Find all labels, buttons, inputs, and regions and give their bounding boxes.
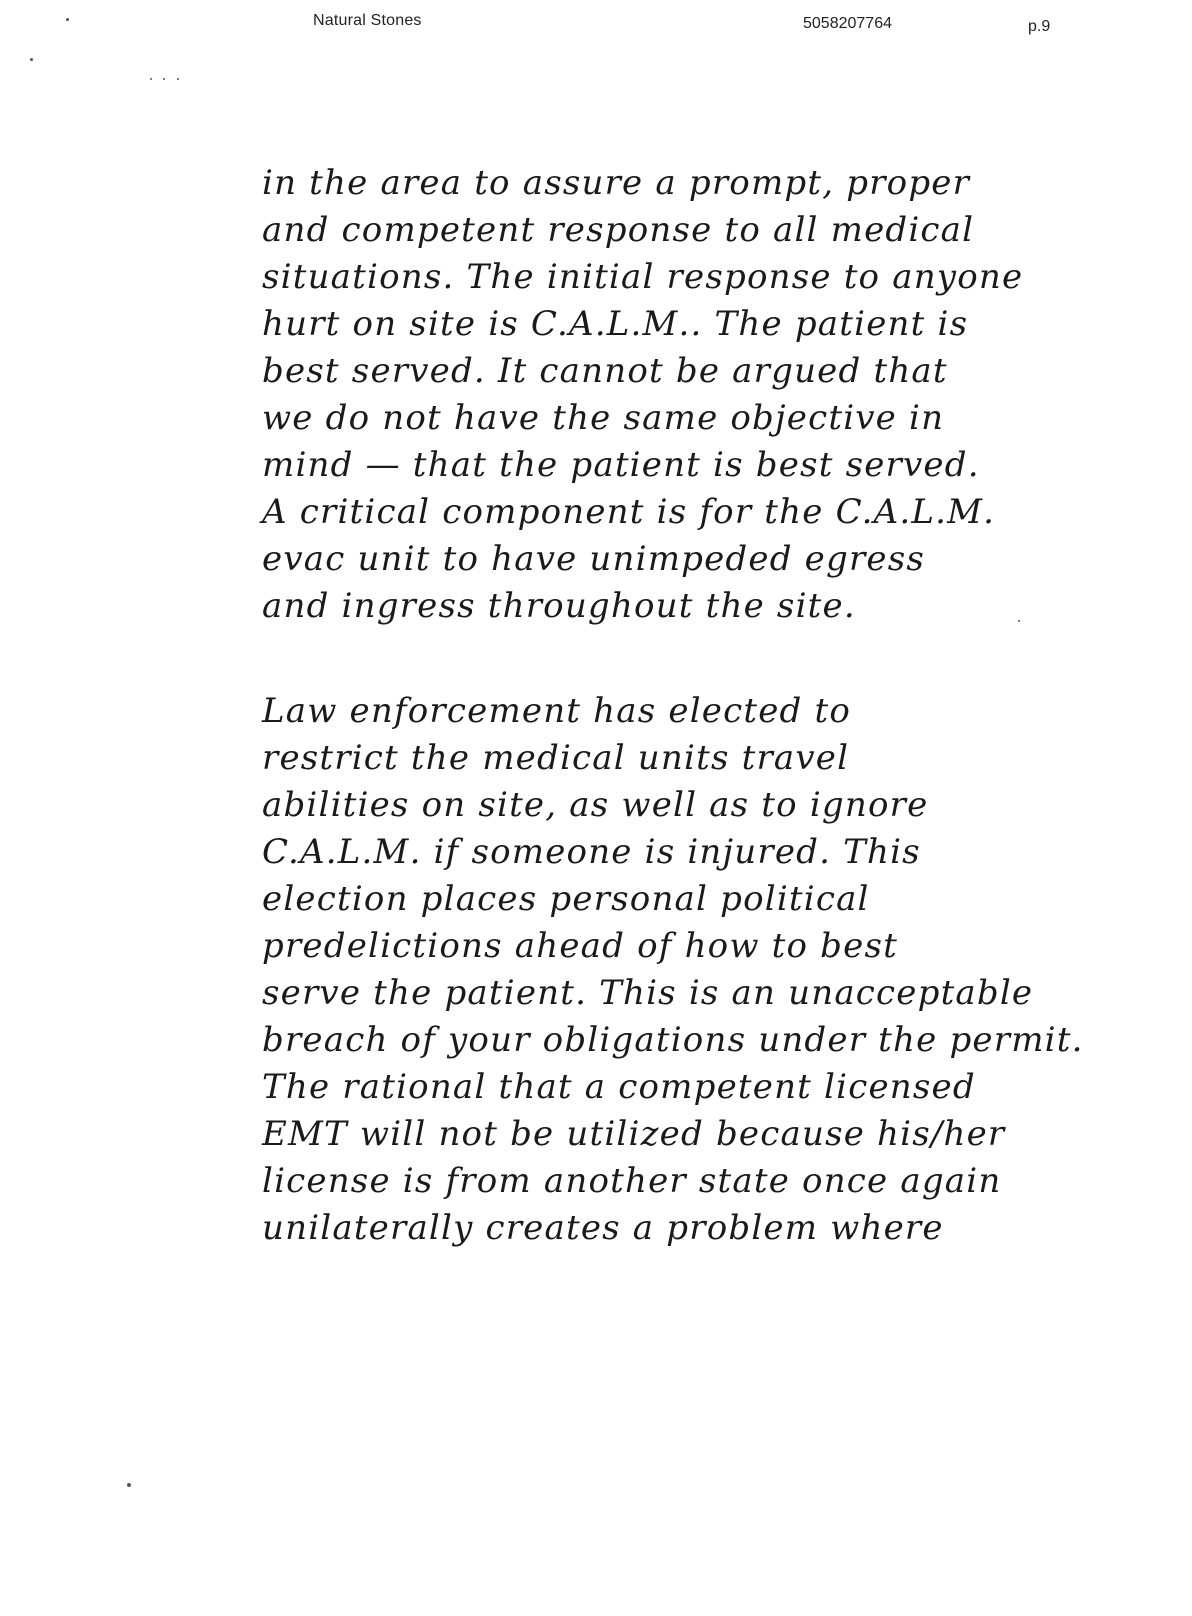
handwritten-line: situations. The initial response to anyone: [262, 257, 1024, 297]
scan-speck: [177, 78, 179, 80]
handwritten-line: breach of your obligations under the permit.: [262, 1020, 1084, 1060]
scan-speck: [150, 78, 152, 80]
scan-speck: [127, 1483, 131, 1487]
handwritten-line: Law enforcement has elected to: [262, 691, 852, 731]
handwritten-line: A critical component is for the C.A.L.M.: [262, 492, 996, 532]
scan-speck: [66, 18, 69, 21]
handwritten-line: The rational that a competent licensed: [262, 1067, 976, 1107]
handwritten-line: in the area to assure a prompt, proper: [262, 163, 971, 203]
paragraph-2: [262, 688, 1142, 1252]
handwritten-line: C.A.L.M. if someone is injured. This: [262, 832, 921, 872]
fax-sender: Natural Stones: [313, 12, 422, 29]
fax-header: [0, 10, 1192, 40]
handwritten-line: election places personal political: [262, 879, 870, 919]
handwritten-line: and competent response to all medical: [262, 210, 975, 250]
handwritten-line: serve the patient. This is an unacceptable: [262, 973, 1034, 1013]
handwritten-line: EMT will not be utilized because his/her: [262, 1114, 1006, 1154]
handwritten-line: license is from another state once again: [262, 1161, 1002, 1201]
handwritten-line: predelictions ahead of how to best: [262, 926, 898, 966]
handwritten-line: mind — that the patient is best served.: [262, 445, 980, 485]
handwritten-line: unilaterally creates a problem where: [262, 1208, 944, 1248]
scan-speck: [30, 58, 33, 61]
handwritten-line: we do not have the same objective in: [262, 398, 945, 438]
fax-page-number: p.9: [1028, 18, 1051, 35]
handwritten-letter: [262, 160, 1142, 1252]
handwritten-line: abilities on site, as well as to ignore: [262, 785, 929, 825]
handwritten-line: evac unit to have unimpeded egress: [262, 539, 926, 579]
handwritten-line: hurt on site is C.A.L.M.. The patient is: [262, 304, 969, 344]
handwritten-line: best served. It cannot be argued that: [262, 351, 948, 391]
paragraph-1: [262, 160, 1142, 630]
handwritten-line: and ingress throughout the site.: [262, 586, 856, 626]
scan-speck: [163, 78, 165, 80]
paragraph-spacer: [262, 630, 1142, 688]
handwritten-line: restrict the medical units travel: [262, 738, 850, 778]
fax-phone-number: 5058207764: [803, 15, 892, 32]
